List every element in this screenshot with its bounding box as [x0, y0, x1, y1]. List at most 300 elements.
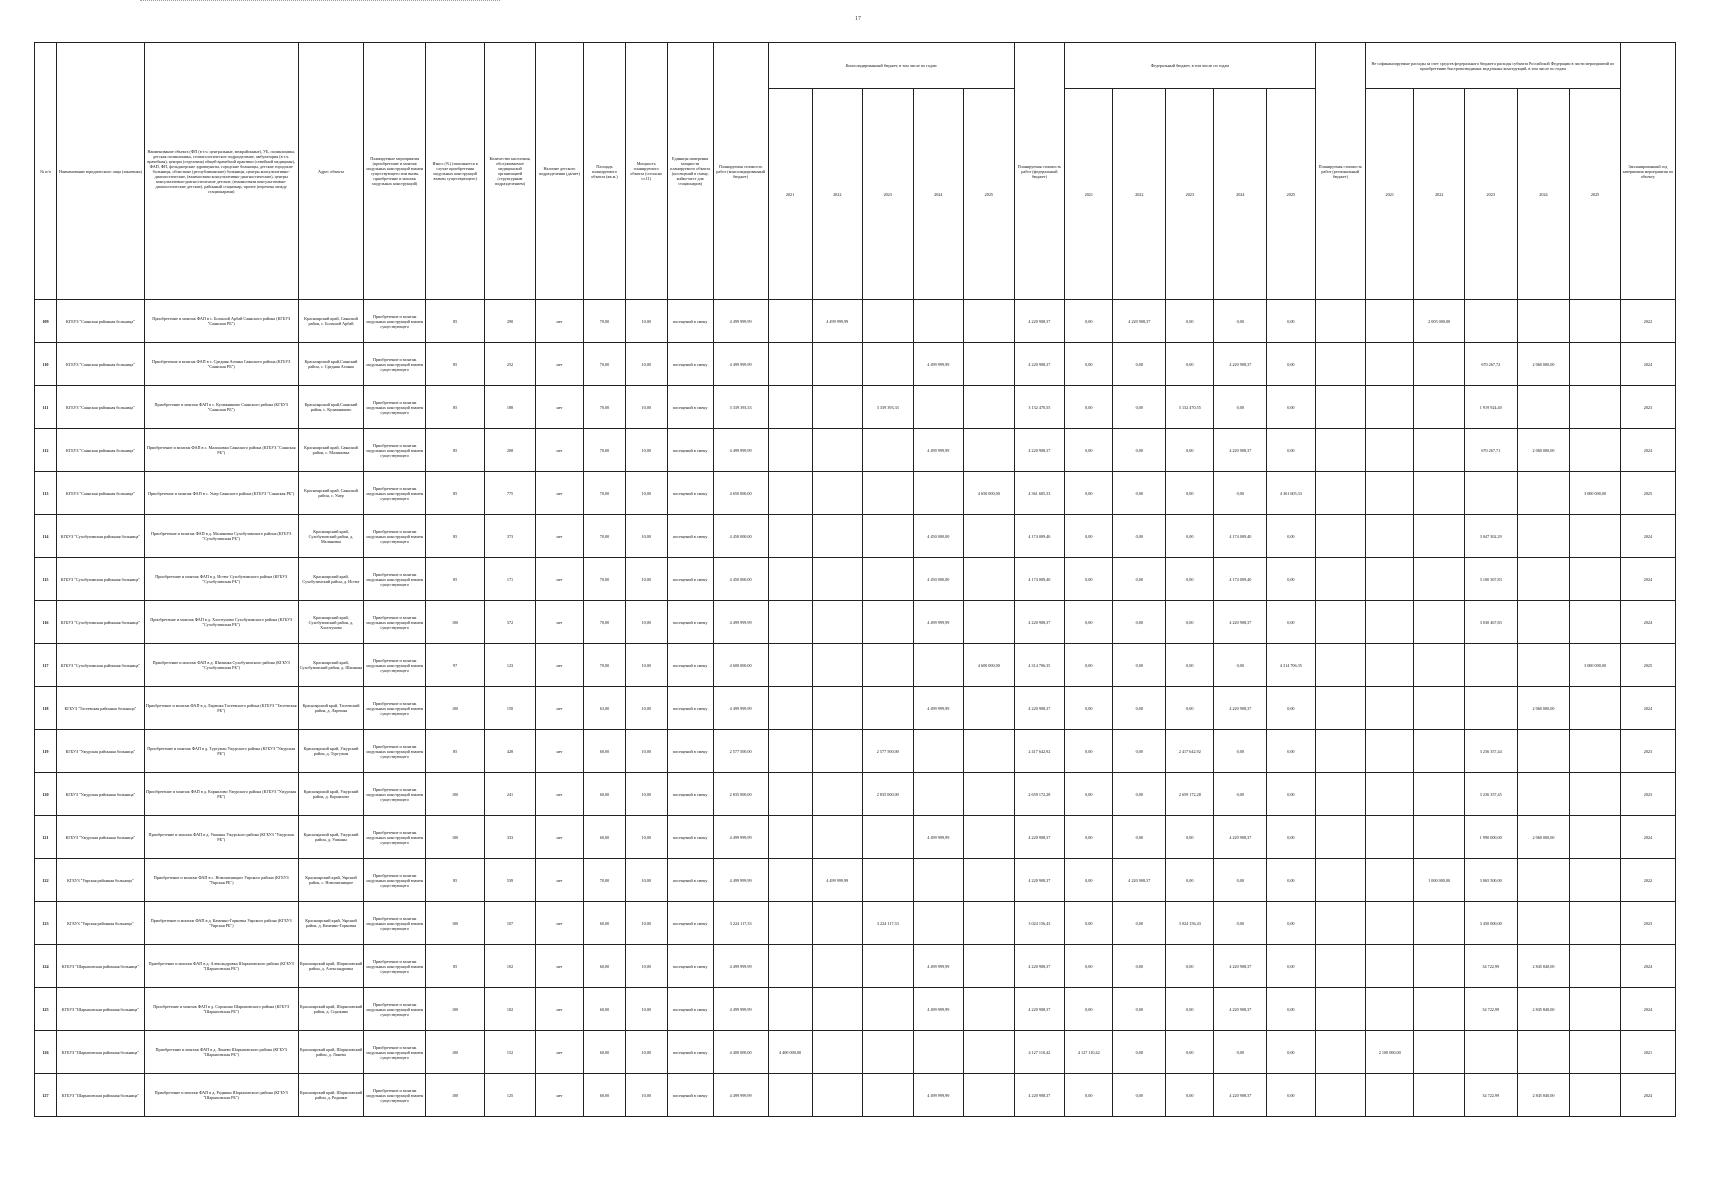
- federal-year-cell: 0,00: [1065, 558, 1113, 601]
- noncofinanced-year-cell: [1414, 386, 1465, 429]
- consolidated-year-cell: [768, 472, 812, 515]
- table-row: [35, 386, 1676, 429]
- noncofinanced-year-cell: [1366, 343, 1414, 386]
- object-name-cell: Приобретение и монтаж ФАП в д. Тургужан Ужурского района (КГБУЗ "Ужурская РБ"): [144, 730, 298, 773]
- object-name-cell: Приобретение и монтаж ФАП в с. Новопятницкое Уярского района (КГБУЗ "Уярская РБ"): [144, 859, 298, 902]
- consolidated-year-cell: [768, 902, 812, 945]
- object-name-cell: Приобретение и монтаж ФАП в с. Унер Саянского района (КГБУЗ "Саянская РБ"): [144, 472, 298, 515]
- consolidated-year-cell: 4 499 999,99: [812, 300, 863, 343]
- wear-cell: 100: [425, 601, 484, 644]
- capacity-cell: 10,00: [625, 816, 667, 859]
- row-number-cell: 121: [35, 816, 57, 859]
- row-number-cell: 116: [35, 601, 57, 644]
- capacity-cell: 10,00: [625, 515, 667, 558]
- col-cons-total-header: Планируемая стоимость работ (консолидированный бюджет): [713, 43, 768, 300]
- federal-year-cell: 0,00: [1166, 429, 1214, 472]
- consolidated-year-cell: [863, 988, 914, 1031]
- table-row: [35, 687, 1676, 730]
- noncofinanced-year-cell: [1366, 988, 1414, 1031]
- federal-year-cell: 0,00: [1267, 386, 1315, 429]
- table-row: [35, 343, 1676, 386]
- table-row: [35, 816, 1676, 859]
- address-cell: Красноярский край, Саянский район, с. Большой Арбай: [298, 300, 364, 343]
- consolidated-year-cell: [863, 558, 914, 601]
- col-entity-header: Наименование юридического лица (заказчика): [56, 43, 144, 300]
- object-name-cell: Приобретение и монтаж ФАП в д. Каменно-Горновка Уярского района (КГБУЗ "Уярская РБ"): [144, 902, 298, 945]
- federal-total-cell: 3 132 470,55: [1014, 386, 1065, 429]
- row-number-cell: 122: [35, 859, 57, 902]
- federal-total-cell: 4 361 605,33: [1014, 472, 1065, 515]
- capacity-cell: 10,00: [625, 343, 667, 386]
- federal-year-cell: 0,00: [1267, 1031, 1315, 1074]
- federal-year-cell: 4 174 009,40: [1214, 515, 1267, 558]
- noncofinanced-group-header: Не софинансируемые расходы за счет средств федерального бюджета расходы субъекта Российской Федерации в части мероприятий по приобретению быстровозводимых модульных конструкций, в том числе по годам: [1366, 43, 1621, 89]
- legal-entity-cell: КГБУЗ "Сухобузимская районная больница": [56, 558, 144, 601]
- consolidated-year-cell: [863, 859, 914, 902]
- regional-total-cell: [1315, 1074, 1366, 1117]
- consolidated-year-cell: [964, 515, 1015, 558]
- noncofinanced-year-cell: [1570, 773, 1621, 816]
- noncofinanced-year-cell: [1366, 730, 1414, 773]
- noncofinanced-year-cell: 2 845 840,00: [1517, 1074, 1570, 1117]
- objects-table: [34, 42, 1676, 1117]
- children-branch-cell: нет: [535, 816, 583, 859]
- cons-year-header: 2022: [812, 89, 863, 300]
- cons-year-header: 2021: [768, 89, 812, 300]
- consolidated-year-cell: [913, 386, 964, 429]
- federal-year-cell: 4 220 908,37: [1214, 1074, 1267, 1117]
- noncofinanced-year-cell: [1570, 859, 1621, 902]
- area-cell: 60,00: [584, 816, 626, 859]
- unit-cell: посещений в смену: [667, 859, 713, 902]
- consolidated-year-cell: [964, 1031, 1015, 1074]
- federal-year-cell: 3 024 156,43: [1166, 902, 1214, 945]
- federal-year-cell: 0,00: [1267, 902, 1315, 945]
- noncofinanced-year-cell: 3 450 000,00: [1464, 902, 1517, 945]
- federal-year-cell: 0,00: [1065, 343, 1113, 386]
- children-branch-cell: нет: [535, 1031, 583, 1074]
- row-number-cell: 109: [35, 300, 57, 343]
- area-cell: 70,00: [584, 558, 626, 601]
- table-row: [35, 601, 1676, 644]
- row-number-cell: 118: [35, 687, 57, 730]
- consolidated-year-cell: 4 600 000,00: [964, 644, 1015, 687]
- federal-year-cell: 0,00: [1166, 558, 1214, 601]
- object-name-cell: Приобретение и монтаж ФАП в д. Корнилово Ужурского района (КГБУЗ "Ужурская РБ"): [144, 773, 298, 816]
- unit-cell: посещений в смену: [667, 945, 713, 988]
- col-wear-header: Износ (%) (заполняется в случае приобретения модульных конструкций взамен существующего): [425, 43, 484, 300]
- consolidated-year-cell: [812, 816, 863, 859]
- consolidated-year-cell: [964, 343, 1015, 386]
- unit-cell: посещений в смену: [667, 300, 713, 343]
- col-population-header: Количество населения, обслуживаемое медицинской организацией (структурным подразделением): [485, 43, 536, 300]
- consolidated-year-cell: [812, 988, 863, 1031]
- consolidated-year-cell: [863, 816, 914, 859]
- federal-year-cell: 0,00: [1065, 816, 1113, 859]
- consolidated-year-cell: [964, 558, 1015, 601]
- consolidated-year-cell: [768, 601, 812, 644]
- activity-cell: Приобретение и монтаж модульных конструкций взамен существующего: [364, 300, 426, 343]
- capacity-cell: 10,00: [625, 558, 667, 601]
- unit-cell: посещений в смену: [667, 472, 713, 515]
- wear-cell: 85: [425, 859, 484, 902]
- federal-year-cell: 4 220 908,37: [1214, 687, 1267, 730]
- population-cell: 171: [485, 558, 536, 601]
- legal-entity-cell: КГБУЗ "Саянская районная больница": [56, 386, 144, 429]
- population-cell: 333: [485, 816, 536, 859]
- noncofinanced-year-cell: [1414, 472, 1465, 515]
- header-row-top: [35, 43, 1676, 89]
- area-cell: 63,00: [584, 687, 626, 730]
- cons-year-header: 2024: [913, 89, 964, 300]
- noncofinanced-year-cell: [1366, 472, 1414, 515]
- federal-group-header: Федеральный бюджет, в том числе по годам: [1065, 43, 1315, 89]
- capacity-cell: 10,00: [625, 902, 667, 945]
- population-cell: 102: [485, 988, 536, 1031]
- completion-year-cell: 2024: [1620, 601, 1675, 644]
- legal-entity-cell: КГБУЗ "Сухобузимская районная больница": [56, 644, 144, 687]
- activity-cell: Приобретение и монтаж модульных конструкций взамен существующего: [364, 730, 426, 773]
- noncofinanced-year-cell: [1570, 515, 1621, 558]
- noncofinanced-year-cell: [1366, 902, 1414, 945]
- noncofinanced-year-cell: [1366, 859, 1414, 902]
- consolidated-year-cell: [913, 773, 964, 816]
- address-cell: Красноярский край, Сухобузимский район, д. Хлоптуново: [298, 601, 364, 644]
- federal-year-cell: 4 220 908,37: [1214, 343, 1267, 386]
- area-cell: 60,00: [584, 1074, 626, 1117]
- regional-total-cell: [1315, 300, 1366, 343]
- noncofinanced-year-cell: [1366, 773, 1414, 816]
- wear-cell: 100: [425, 1031, 484, 1074]
- consolidated-total-cell: 4 499 999,99: [713, 945, 768, 988]
- consolidated-year-cell: [768, 816, 812, 859]
- consolidated-total-cell: 4 450 000,00: [713, 515, 768, 558]
- unit-cell: посещений в смену: [667, 816, 713, 859]
- federal-year-cell: 4 220 908,37: [1214, 988, 1267, 1031]
- federal-year-cell: 0,00: [1166, 945, 1214, 988]
- federal-year-cell: 0,00: [1214, 386, 1267, 429]
- federal-total-cell: 4 220 908,37: [1014, 601, 1065, 644]
- consolidated-year-cell: 2 577 500,00: [863, 730, 914, 773]
- population-cell: 775: [485, 472, 536, 515]
- federal-year-cell: 0,00: [1065, 730, 1113, 773]
- consolidated-total-cell: 4 499 999,99: [713, 687, 768, 730]
- col-children-header: Наличие детского подразделения (да/нет): [535, 43, 583, 300]
- noncofinanced-year-cell: 2 060 000,00: [1517, 343, 1570, 386]
- consolidated-year-cell: 4 499 999,99: [812, 859, 863, 902]
- federal-year-cell: 0,00: [1166, 859, 1214, 902]
- noncofinanced-year-cell: 3 236 357,45: [1464, 773, 1517, 816]
- consolidated-total-cell: 3 339 393,33: [713, 386, 768, 429]
- consolidated-total-cell: 4 499 999,99: [713, 601, 768, 644]
- wear-cell: 97: [425, 644, 484, 687]
- federal-year-cell: 0,00: [1113, 687, 1166, 730]
- federal-year-cell: 0,00: [1166, 472, 1214, 515]
- federal-year-cell: 4 220 908,37: [1214, 945, 1267, 988]
- object-name-cell: Приобретение и монтаж ФАП в с. Большой Арбай Саянского района (КГБУЗ "Саянская РБ"): [144, 300, 298, 343]
- col-fed-total-header: Планируемая стоимость работ (федеральный бюджет): [1014, 43, 1065, 300]
- children-branch-cell: нет: [535, 429, 583, 472]
- noncofinanced-year-cell: 3 065 500,00: [1464, 859, 1517, 902]
- address-cell: Красноярский край, Сухобузимский район, д. Малиновка: [298, 515, 364, 558]
- consolidated-year-cell: [863, 687, 914, 730]
- federal-year-cell: 0,00: [1267, 773, 1315, 816]
- consolidated-year-cell: [863, 601, 914, 644]
- activity-cell: Приобретение и монтаж модульных конструкций взамен существующего: [364, 644, 426, 687]
- federal-year-cell: 0,00: [1113, 472, 1166, 515]
- object-name-cell: Приобретение и монтаж ФАП в д. Александровка Шарыповского района (КГБУЗ "Шарыповская РБ"): [144, 945, 298, 988]
- consolidated-year-cell: [812, 773, 863, 816]
- noncofinanced-year-cell: [1570, 945, 1621, 988]
- federal-year-cell: 0,00: [1166, 988, 1214, 1031]
- noncofinanced-year-cell: [1414, 816, 1465, 859]
- address-cell: Красноярский край, Уярский район, с. Новопятницкое: [298, 859, 364, 902]
- completion-year-cell: 2024: [1620, 816, 1675, 859]
- noncofinanced-year-cell: [1517, 730, 1570, 773]
- legal-entity-cell: КГБУЗ "Саянская районная больница": [56, 300, 144, 343]
- consolidated-year-cell: [812, 730, 863, 773]
- consolidated-year-cell: 4 499 999,99: [913, 601, 964, 644]
- federal-year-cell: 0,00: [1267, 816, 1315, 859]
- consolidated-year-cell: 4 499 999,99: [913, 988, 964, 1031]
- federal-total-cell: 4 220 908,37: [1014, 687, 1065, 730]
- object-name-cell: Приобретение и монтаж ФАП в д. Истюг Сухобузимского района (КГБУЗ "Сухобузимская РБ"): [144, 558, 298, 601]
- col-reg-total-header: Планируемая стоимость работ (региональный бюджет): [1315, 43, 1366, 300]
- federal-year-cell: 0,00: [1065, 859, 1113, 902]
- consolidated-year-cell: [913, 859, 964, 902]
- noncofinanced-year-cell: [1570, 902, 1621, 945]
- col-capacity-header: Мощность планируемого объекта (согласно ст.11): [625, 43, 667, 300]
- consolidated-year-cell: 4 650 000,00: [964, 472, 1015, 515]
- table-body: [35, 300, 1676, 1117]
- federal-year-cell: 0,00: [1065, 472, 1113, 515]
- consolidated-year-cell: [768, 859, 812, 902]
- area-cell: 60,00: [584, 902, 626, 945]
- population-cell: 373: [485, 515, 536, 558]
- noncofinanced-year-cell: 670 267,71: [1464, 429, 1517, 472]
- noncofinanced-year-cell: [1570, 816, 1621, 859]
- completion-year-cell: 2022: [1620, 300, 1675, 343]
- address-cell: Красноярский край, Шарыповский район, д. Родники: [298, 1074, 364, 1117]
- consolidated-total-cell: 3 224 117,33: [713, 902, 768, 945]
- capacity-cell: 10,00: [625, 601, 667, 644]
- consolidated-year-cell: [768, 515, 812, 558]
- regional-total-cell: [1315, 472, 1366, 515]
- completion-year-cell: 2023: [1620, 730, 1675, 773]
- consolidated-year-cell: 3 224 117,33: [863, 902, 914, 945]
- object-name-cell: Приобретение и монтаж ФАП в д. Малиновка Сухобузимского района (КГБУЗ "Сухобузимская РБ"): [144, 515, 298, 558]
- address-cell: Красноярский край, Саянский район, с. Унер: [298, 472, 364, 515]
- consolidated-total-cell: 4 499 999,99: [713, 988, 768, 1031]
- noncofinanced-year-cell: [1517, 601, 1570, 644]
- noncofinanced-year-cell: 34 722,99: [1464, 988, 1517, 1031]
- legal-entity-cell: КГБУЗ "Ужурская районная больница": [56, 773, 144, 816]
- federal-year-cell: 0,00: [1214, 300, 1267, 343]
- consolidated-year-cell: [812, 343, 863, 386]
- noncofinanced-year-cell: [1570, 1031, 1621, 1074]
- row-number-cell: 124: [35, 945, 57, 988]
- federal-total-cell: 4 220 908,37: [1014, 1074, 1065, 1117]
- consolidated-year-cell: [812, 644, 863, 687]
- federal-year-cell: 4 220 908,37: [1113, 859, 1166, 902]
- completion-year-cell: 2023: [1620, 773, 1675, 816]
- federal-year-cell: 0,00: [1214, 1031, 1267, 1074]
- federal-year-cell: 0,00: [1166, 644, 1214, 687]
- consolidated-year-cell: [863, 1031, 914, 1074]
- federal-year-cell: 0,00: [1166, 687, 1214, 730]
- consolidated-year-cell: [913, 644, 964, 687]
- legal-entity-cell: КГБУЗ "Шарыповская районная больница": [56, 988, 144, 1031]
- address-cell: Красноярский край,Саянский район, с. Кулижниково: [298, 386, 364, 429]
- completion-year-cell: 2024: [1620, 558, 1675, 601]
- consolidated-year-cell: 4 499 999,99: [913, 816, 964, 859]
- fed-year-header: 2021: [1065, 89, 1113, 300]
- federal-year-cell: 0,00: [1113, 816, 1166, 859]
- federal-total-cell: 2 659 172,28: [1014, 773, 1065, 816]
- wear-cell: 100: [425, 687, 484, 730]
- capacity-cell: 10,00: [625, 472, 667, 515]
- col-year-header: Запланированный год завершения мероприятия по объекту: [1620, 43, 1675, 300]
- col-area-header: Площадь планируемого объекта (кв.м.): [584, 43, 626, 300]
- cons-year-header: 2023: [863, 89, 914, 300]
- noncofinanced-year-cell: [1414, 1074, 1465, 1117]
- noncofinanced-year-cell: [1517, 1031, 1570, 1074]
- federal-year-cell: 0,00: [1113, 730, 1166, 773]
- federal-year-cell: 0,00: [1065, 902, 1113, 945]
- children-branch-cell: нет: [535, 300, 583, 343]
- row-number-cell: 112: [35, 429, 57, 472]
- wear-cell: 85: [425, 730, 484, 773]
- unit-cell: посещений в смену: [667, 601, 713, 644]
- noncofinanced-year-cell: [1414, 945, 1465, 988]
- federal-total-cell: 4 220 908,37: [1014, 988, 1065, 1031]
- federal-year-cell: 0,00: [1113, 1074, 1166, 1117]
- col-unit-header: Единицы измерения мощности планируемого объекта (посещений в смену, койко-мест для стационаров): [667, 43, 713, 300]
- table-row: [35, 644, 1676, 687]
- children-branch-cell: нет: [535, 1074, 583, 1117]
- wear-cell: 85: [425, 300, 484, 343]
- activity-cell: Приобретение и монтаж модульных конструкций взамен существующего: [364, 558, 426, 601]
- consolidated-total-cell: 2 835 000,00: [713, 773, 768, 816]
- noncofinanced-year-cell: [1366, 601, 1414, 644]
- noncofinanced-year-cell: [1414, 515, 1465, 558]
- noncofinanced-year-cell: 2 100 000,00: [1366, 1031, 1414, 1074]
- completion-year-cell: 2024: [1620, 945, 1675, 988]
- table-row: [35, 859, 1676, 902]
- noncofinanced-year-cell: [1464, 300, 1517, 343]
- federal-year-cell: 0,00: [1166, 1031, 1214, 1074]
- federal-year-cell: 0,00: [1113, 644, 1166, 687]
- population-cell: 290: [485, 300, 536, 343]
- federal-year-cell: 0,00: [1065, 945, 1113, 988]
- federal-year-cell: 0,00: [1065, 601, 1113, 644]
- noncofinanced-year-cell: [1464, 472, 1517, 515]
- children-branch-cell: нет: [535, 902, 583, 945]
- consolidated-year-cell: 4 400 000,00: [768, 1031, 812, 1074]
- consolidated-year-cell: [768, 687, 812, 730]
- page-number: 17: [855, 16, 861, 22]
- population-cell: 539: [485, 859, 536, 902]
- capacity-cell: 10,00: [625, 945, 667, 988]
- noncofinanced-year-cell: [1366, 687, 1414, 730]
- noncofinanced-year-cell: [1570, 386, 1621, 429]
- unit-cell: посещений в смену: [667, 343, 713, 386]
- col-num-header: № п/п: [35, 43, 57, 300]
- noncofinanced-year-cell: [1414, 1031, 1465, 1074]
- wear-cell: 85: [425, 558, 484, 601]
- federal-year-cell: 0,00: [1065, 644, 1113, 687]
- object-name-cell: Приобретение и монтаж ФАП в д. Сорокино Шарыповского района (КГБУЗ "Шарыповская РБ"): [144, 988, 298, 1031]
- federal-year-cell: 0,00: [1113, 429, 1166, 472]
- unit-cell: посещений в смену: [667, 730, 713, 773]
- noncofinanced-year-cell: 3 047 302,29: [1464, 515, 1517, 558]
- col-address-header: Адрес объекта: [298, 43, 364, 300]
- consolidated-year-cell: 2 835 000,00: [863, 773, 914, 816]
- completion-year-cell: 2025: [1620, 472, 1675, 515]
- unit-cell: посещений в смену: [667, 902, 713, 945]
- address-cell: Красноярский край, Шарыповский район, д. Александровка: [298, 945, 364, 988]
- unit-cell: посещений в смену: [667, 515, 713, 558]
- consolidated-year-cell: [964, 773, 1015, 816]
- unit-cell: посещений в смену: [667, 429, 713, 472]
- capacity-cell: 10,00: [625, 773, 667, 816]
- legal-entity-cell: КГБУЗ "Сухобузимская районная больница": [56, 515, 144, 558]
- row-number-cell: 110: [35, 343, 57, 386]
- noncofinanced-year-cell: [1366, 515, 1414, 558]
- consolidated-year-cell: [812, 558, 863, 601]
- legal-entity-cell: КГБУЗ "Саянская районная больница": [56, 472, 144, 515]
- unit-cell: посещений в смену: [667, 1031, 713, 1074]
- consolidated-year-cell: [768, 988, 812, 1031]
- federal-year-cell: 2 659 172,28: [1166, 773, 1214, 816]
- federal-year-cell: 0,00: [1065, 300, 1113, 343]
- regional-total-cell: [1315, 773, 1366, 816]
- federal-year-cell: 0,00: [1065, 773, 1113, 816]
- population-cell: 152: [485, 1031, 536, 1074]
- federal-year-cell: 0,00: [1065, 687, 1113, 730]
- federal-year-cell: 0,00: [1065, 386, 1113, 429]
- noncofinanced-year-cell: [1517, 300, 1570, 343]
- capacity-cell: 10,00: [625, 687, 667, 730]
- federal-year-cell: 4 220 908,37: [1214, 429, 1267, 472]
- consolidated-year-cell: [964, 859, 1015, 902]
- consolidated-year-cell: [812, 386, 863, 429]
- capacity-cell: 10,00: [625, 429, 667, 472]
- federal-year-cell: 0,00: [1214, 730, 1267, 773]
- population-cell: 252: [485, 343, 536, 386]
- capacity-cell: 10,00: [625, 1031, 667, 1074]
- consolidated-year-cell: [768, 773, 812, 816]
- wear-cell: 85: [425, 515, 484, 558]
- object-name-cell: Приобретение и монтаж ФАП в д. Шилинка Сухобузимского района (КГБУЗ "Сухобузимская РБ"): [144, 644, 298, 687]
- consolidated-year-cell: [863, 472, 914, 515]
- consolidated-total-cell: 4 499 999,99: [713, 343, 768, 386]
- completion-year-cell: 2023: [1620, 902, 1675, 945]
- consolidated-year-cell: [812, 1031, 863, 1074]
- noncofinanced-year-cell: [1517, 386, 1570, 429]
- regional-total-cell: [1315, 386, 1366, 429]
- federal-year-cell: 0,00: [1214, 644, 1267, 687]
- legal-entity-cell: КГБУЗ "Шарыповская районная больница": [56, 1031, 144, 1074]
- noncofinanced-year-cell: [1517, 558, 1570, 601]
- consolidated-year-cell: [812, 515, 863, 558]
- activity-cell: Приобретение и монтаж модульных конструкций взамен существующего: [364, 472, 426, 515]
- noncofinanced-year-cell: [1570, 343, 1621, 386]
- fed-year-header: 2024: [1214, 89, 1267, 300]
- object-name-cell: Приобретение и монтаж ФАП в д. Родники Шарыповского района (КГБУЗ "Шарыповская РБ"): [144, 1074, 298, 1117]
- area-cell: 60,00: [584, 988, 626, 1031]
- federal-total-cell: 4 220 908,37: [1014, 816, 1065, 859]
